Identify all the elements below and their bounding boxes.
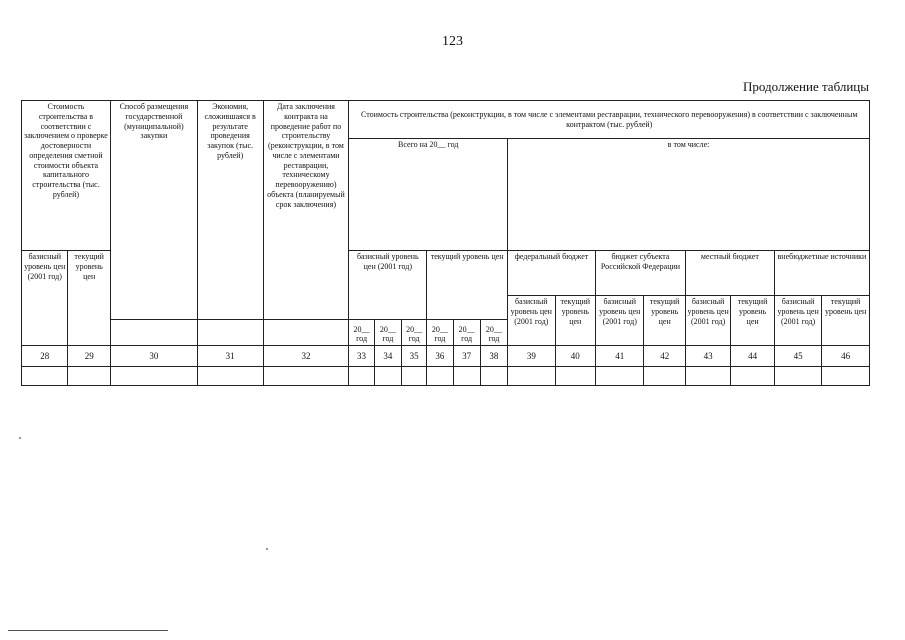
empty-cell — [822, 367, 870, 386]
empty-cell — [731, 367, 774, 386]
empty-cell — [197, 367, 263, 386]
col-num-34: 34 — [374, 346, 401, 367]
col-num-40: 40 — [555, 346, 595, 367]
header-year-34: 20__ год — [374, 320, 401, 346]
header-federal-budget: федеральный бюджет — [508, 251, 596, 296]
header-date-empty — [263, 320, 349, 346]
empty-cell — [401, 367, 426, 386]
header-extrabudgetary: внебюджетные источники — [774, 251, 869, 296]
header-including: в том числе: — [508, 139, 870, 251]
header-year-36: 20__ год — [427, 320, 453, 346]
header-extra-current: текущий уровень цен — [822, 296, 870, 346]
header-contract-date: Дата заключения контракта на проведение работ по строительству (реконструкции, в том числе с элементами реставрации, техническому перевооружению) объекта (планируемый срок заключения) — [263, 101, 349, 320]
empty-cell — [685, 367, 730, 386]
empty-cell — [110, 367, 197, 386]
col-num-41: 41 — [595, 346, 644, 367]
col-num-33: 33 — [349, 346, 374, 367]
col-num-39: 39 — [508, 346, 556, 367]
scan-speck — [266, 548, 268, 550]
header-year-38: 20__ год — [480, 320, 507, 346]
header-local-basic: базисный уровень цен (2001 год) — [685, 296, 730, 346]
page-number: 123 — [442, 34, 463, 49]
col-num-37: 37 — [453, 346, 480, 367]
header-total-year: Всего на 20__ год — [349, 139, 508, 251]
header-regional-basic: базисный уровень цен (2001 год) — [595, 296, 644, 346]
empty-cell — [427, 367, 453, 386]
header-economy: Экономия, сложившаяся в результате проведения закупок (тыс. рублей) — [197, 101, 263, 320]
empty-cell — [595, 367, 644, 386]
col-num-30: 30 — [110, 346, 197, 367]
header-placement-empty — [110, 320, 197, 346]
col-num-45: 45 — [774, 346, 822, 367]
header-current-level: текущий уровень цен — [68, 251, 110, 346]
header-total-current-level: текущий уровень цен — [427, 251, 508, 320]
empty-cell — [453, 367, 480, 386]
header-placement-method: Способ размещения государственной (муниципальной) закупки — [110, 101, 197, 320]
empty-cell — [68, 367, 110, 386]
header-regional-current: текущий уровень цен — [644, 296, 685, 346]
header-regional-budget: бюджет субъекта Российской Федерации — [595, 251, 685, 296]
empty-cell — [774, 367, 822, 386]
header-federal-basic: базисный уровень цен (2001 год) — [508, 296, 556, 346]
empty-cell — [22, 367, 68, 386]
header-total-basic-level: базисный уровень цен (2001 год) — [349, 251, 427, 320]
header-local-current: текущий уровень цен — [731, 296, 774, 346]
col-num-32: 32 — [263, 346, 349, 367]
empty-cell — [374, 367, 401, 386]
col-num-46: 46 — [822, 346, 870, 367]
empty-cell — [349, 367, 374, 386]
header-contract-cost: Стоимость строительства (реконструкции, в том числе с элементами реставрации, технического перевооружения) в соответствии с заключенным контрактом (тыс. рублей) — [349, 101, 870, 139]
col-num-38: 38 — [480, 346, 507, 367]
header-year-37: 20__ год — [453, 320, 480, 346]
col-num-31: 31 — [197, 346, 263, 367]
table-continuation-label: Продолжение таблицы — [743, 79, 869, 94]
col-num-28: 28 — [22, 346, 68, 367]
col-num-29: 29 — [68, 346, 110, 367]
header-year-35: 20__ год — [401, 320, 426, 346]
construction-cost-table — [21, 100, 870, 386]
col-num-36: 36 — [427, 346, 453, 367]
header-economy-empty — [197, 320, 263, 346]
header-local-budget: местный бюджет — [685, 251, 774, 296]
col-num-35: 35 — [401, 346, 426, 367]
table-row — [22, 367, 870, 386]
empty-cell — [555, 367, 595, 386]
scan-speck — [19, 437, 21, 439]
empty-cell — [644, 367, 685, 386]
col-num-42: 42 — [644, 346, 685, 367]
header-extra-basic: базисный уровень цен (2001 год) — [774, 296, 822, 346]
empty-cell — [508, 367, 556, 386]
col-num-44: 44 — [731, 346, 774, 367]
header-year-33: 20__ год — [349, 320, 374, 346]
col-num-43: 43 — [685, 346, 730, 367]
empty-cell — [263, 367, 349, 386]
footnote-separator — [8, 630, 168, 631]
header-federal-current: текущий уровень цен — [555, 296, 595, 346]
header-cost-conclusion: Стоимость строительства в соответствии с заключением о проверке достоверности определения сметной стоимости объекта капитального строительства (тыс. рублей) — [22, 101, 111, 251]
header-basic-level: базисный уровень цен (2001 год) — [22, 251, 68, 346]
empty-cell — [480, 367, 507, 386]
